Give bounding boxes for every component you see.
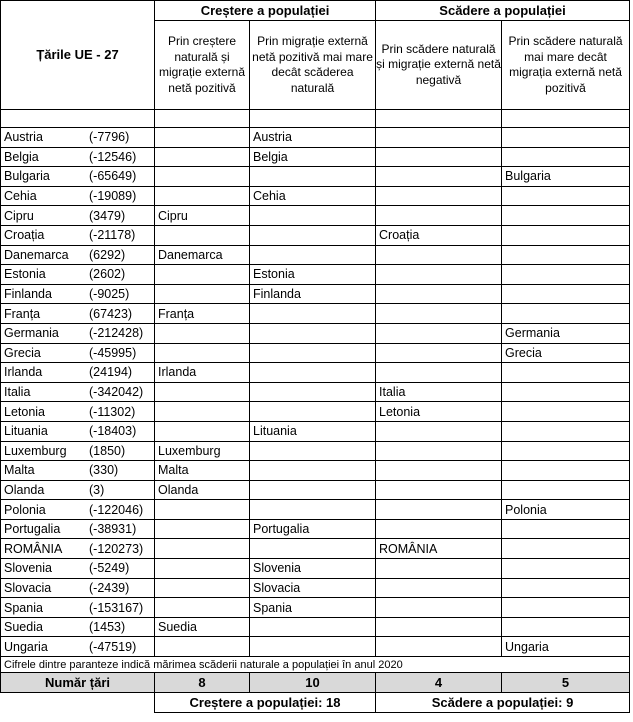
footnote: Cifrele dintre paranteze indică mărimea scăderii naturale a populației în anul 2020 [1,657,630,673]
category-cell-1 [155,147,250,167]
natural-change-value: (-38931) [89,522,137,537]
country-cell [1,500,155,520]
category-cell-1 [155,128,250,148]
country-cell [1,186,155,206]
category-cell-4 [502,559,630,579]
category-cell-3: Croația [376,225,502,245]
natural-change-value: (-122046) [89,502,144,517]
decline-total: Scădere a populației: 9 [376,693,630,713]
category-cell-4 [502,519,630,539]
category-cell-1 [155,402,250,422]
category-cell-1 [155,539,250,559]
category-cell-2: Estonia [250,265,376,285]
category-cell-3 [376,500,502,520]
country-name: Spania [4,600,43,615]
category-cell-2: Spania [250,598,376,618]
country-name: Estonia [4,267,46,282]
category-cell-4: Bulgaria [502,167,630,187]
table-row [1,578,630,598]
country-name: Suedia [4,620,43,635]
category-cell-2 [250,343,376,363]
category-cell-2 [250,617,376,637]
totals-row [1,693,630,713]
category-cell-1 [155,382,250,402]
table-row [1,245,630,265]
country-name: Luxemburg [4,443,67,458]
category-cell-4 [502,441,630,461]
natural-change-value: (-212428) [89,326,144,341]
country-cell [1,441,155,461]
table-row [1,284,630,304]
country-cell [1,167,155,187]
country-cell [1,128,155,148]
category-cell-1 [155,323,250,343]
header-row-groups [1,1,630,21]
natural-change-value: (-342042) [89,385,144,400]
category-cell-3 [376,284,502,304]
natural-change-value: (-18403) [89,424,137,439]
category-cell-2 [250,382,376,402]
category-cell-2: Slovenia [250,559,376,579]
country-cell [1,265,155,285]
category-cell-4 [502,363,630,383]
natural-change-value: (330) [89,463,119,478]
natural-change-value: (6292) [89,247,126,262]
category-cell-2: Austria [250,128,376,148]
country-name: Franța [4,306,41,321]
category-cell-3 [376,578,502,598]
category-cell-4 [502,304,630,324]
category-cell-2 [250,206,376,226]
table-row [1,206,630,226]
category-cell-3 [376,128,502,148]
category-cell-1 [155,421,250,441]
countries-header: Țările UE - 27 [1,1,155,110]
table-row [1,637,630,657]
category-cell-3: Letonia [376,402,502,422]
col-header-1: Prin creștere naturală și migrație externă netă pozitivă [155,21,250,110]
country-name: Belgia [4,149,39,164]
category-cell-1 [155,186,250,206]
category-cell-2: Belgia [250,147,376,167]
country-cell [1,559,155,579]
natural-change-value: (-2439) [89,580,130,595]
table-row [1,323,630,343]
category-cell-1: Olanda [155,480,250,500]
country-name: Germania [4,326,59,341]
category-cell-2: Slovacia [250,578,376,598]
count-label: Număr țări [1,673,155,693]
category-cell-4 [502,265,630,285]
country-cell [1,284,155,304]
category-cell-3 [376,245,502,265]
natural-change-value: (-5249) [89,561,130,576]
country-cell [1,617,155,637]
table-row [1,186,630,206]
country-name: Danemarca [4,247,69,262]
category-cell-1 [155,225,250,245]
category-cell-2 [250,245,376,265]
category-cell-1 [155,578,250,598]
category-cell-2 [250,461,376,481]
table-row [1,559,630,579]
category-cell-3 [376,167,502,187]
table-row [1,147,630,167]
category-cell-4 [502,461,630,481]
table-row [1,304,630,324]
category-cell-4: Grecia [502,343,630,363]
table-row [1,441,630,461]
category-cell-4: Ungaria [502,637,630,657]
country-name: Croația [4,228,45,243]
category-cell-3 [376,421,502,441]
category-cell-1 [155,559,250,579]
country-cell [1,382,155,402]
category-cell-4 [502,284,630,304]
table-row [1,167,630,187]
natural-change-value: (-120273) [89,541,144,556]
country-name: Ungaria [4,639,48,654]
category-cell-3 [376,617,502,637]
natural-change-value: (1453) [89,620,126,635]
table-row [1,539,630,559]
category-cell-4 [502,128,630,148]
category-cell-2: Portugalia [250,519,376,539]
country-name: Italia [4,385,31,400]
natural-change-value: (-7796) [89,130,130,145]
category-cell-2 [250,500,376,520]
category-cell-1 [155,637,250,657]
country-cell [1,343,155,363]
category-cell-3 [376,363,502,383]
category-cell-3 [376,480,502,500]
country-name: Lituania [4,424,48,439]
category-cell-4 [502,225,630,245]
category-cell-1 [155,598,250,618]
note-row [1,657,630,673]
category-cell-2: Cehia [250,186,376,206]
country-cell [1,578,155,598]
natural-change-value: (2602) [89,267,126,282]
table-row [1,617,630,637]
country-cell [1,147,155,167]
category-cell-1 [155,519,250,539]
table-row [1,500,630,520]
natural-change-value: (-65649) [89,169,137,184]
natural-change-value: (-11302) [89,404,136,419]
category-cell-3 [376,186,502,206]
country-name: Slovenia [4,561,52,576]
country-name: Malta [4,463,35,478]
count-4: 5 [502,673,630,693]
natural-change-value: (-45995) [89,345,137,360]
country-cell [1,225,155,245]
col-header-3: Prin scădere naturală și migrație externă netă negativă [376,21,502,110]
country-cell [1,304,155,324]
category-cell-2: Finlanda [250,284,376,304]
natural-change-value: (67423) [89,306,133,321]
category-cell-1: Danemarca [155,245,250,265]
category-cell-1: Irlanda [155,363,250,383]
country-cell [1,539,155,559]
natural-change-value: (1850) [89,443,126,458]
table-row [1,382,630,402]
category-cell-1 [155,265,250,285]
category-cell-2 [250,480,376,500]
category-cell-3 [376,147,502,167]
col-header-2: Prin migrație externă netă pozitivă mai mare decât scăderea naturală [250,21,376,110]
natural-change-value: (3479) [89,208,126,223]
table-row [1,363,630,383]
country-name: Olanda [4,482,45,497]
natural-change-value: (-47519) [89,639,137,654]
category-cell-3: ROMÂNIA [376,539,502,559]
growth-header: Creștere a populației [155,1,376,21]
country-name: Cipru [4,208,34,223]
count-3: 4 [376,673,502,693]
category-cell-4 [502,598,630,618]
count-row [1,673,630,693]
category-cell-1 [155,500,250,520]
country-cell [1,519,155,539]
country-cell [1,363,155,383]
category-cell-3 [376,461,502,481]
country-name: Grecia [4,345,41,360]
table-row [1,225,630,245]
category-cell-3 [376,441,502,461]
category-cell-2 [250,441,376,461]
category-cell-3 [376,304,502,324]
category-cell-2 [250,363,376,383]
category-cell-3 [376,206,502,226]
natural-change-value: (3) [89,482,105,497]
country-name: Slovacia [4,580,52,595]
category-cell-1 [155,343,250,363]
country-cell [1,637,155,657]
category-cell-2 [250,323,376,343]
category-cell-3 [376,519,502,539]
country-cell [1,245,155,265]
country-cell [1,461,155,481]
natural-change-value: (-153167) [89,600,144,615]
category-cell-4 [502,617,630,637]
country-cell [1,323,155,343]
natural-change-value: (-21178) [89,228,136,243]
category-cell-4 [502,147,630,167]
category-cell-2 [250,539,376,559]
category-cell-4: Germania [502,323,630,343]
country-cell [1,480,155,500]
category-cell-4 [502,245,630,265]
category-cell-3 [376,559,502,579]
category-cell-1: Suedia [155,617,250,637]
natural-change-value: (-19089) [89,189,137,204]
category-cell-3 [376,637,502,657]
category-cell-1 [155,167,250,187]
category-cell-1 [155,284,250,304]
spacer-row [1,110,630,128]
country-cell [1,421,155,441]
table-row [1,421,630,441]
category-cell-4 [502,539,630,559]
country-name: Polonia [4,502,46,517]
table-row [1,598,630,618]
category-cell-3: Italia [376,382,502,402]
country-cell [1,598,155,618]
country-cell [1,206,155,226]
country-cell [1,402,155,422]
table-row [1,128,630,148]
natural-change-value: (-9025) [89,287,130,302]
category-cell-2 [250,304,376,324]
decline-header: Scădere a populației [376,1,630,21]
country-name: Bulgaria [4,169,50,184]
category-cell-3 [376,265,502,285]
category-cell-4 [502,186,630,206]
category-cell-1: Cipru [155,206,250,226]
table-row [1,402,630,422]
category-cell-2: Lituania [250,421,376,441]
table-row [1,480,630,500]
category-cell-3 [376,343,502,363]
category-cell-2 [250,225,376,245]
category-cell-4 [502,402,630,422]
country-name: Finlanda [4,287,52,302]
category-cell-4 [502,382,630,402]
category-cell-4: Polonia [502,500,630,520]
col-header-4: Prin scădere naturală mai mare decât migrația externă netă pozitivă [502,21,630,110]
category-cell-3 [376,323,502,343]
natural-change-value: (24194) [89,365,133,380]
country-name: ROMÂNIA [4,541,63,556]
count-1: 8 [155,673,250,693]
country-name: Austria [4,130,43,145]
category-cell-2 [250,637,376,657]
natural-change-value: (-12546) [89,149,137,164]
table-row [1,265,630,285]
category-cell-4 [502,480,630,500]
table-row [1,519,630,539]
country-name: Irlanda [4,365,43,380]
country-name: Cehia [4,189,37,204]
category-cell-1: Malta [155,461,250,481]
country-name: Portugalia [4,522,61,537]
growth-total: Creștere a populației: 18 [155,693,376,713]
category-cell-2 [250,402,376,422]
category-cell-4 [502,421,630,441]
table-row [1,343,630,363]
category-cell-4 [502,206,630,226]
category-cell-1: Luxemburg [155,441,250,461]
count-2: 10 [250,673,376,693]
category-cell-1: Franța [155,304,250,324]
country-name: Letonia [4,404,46,419]
table-row [1,461,630,481]
category-cell-4 [502,578,630,598]
category-cell-2 [250,167,376,187]
category-cell-3 [376,598,502,618]
